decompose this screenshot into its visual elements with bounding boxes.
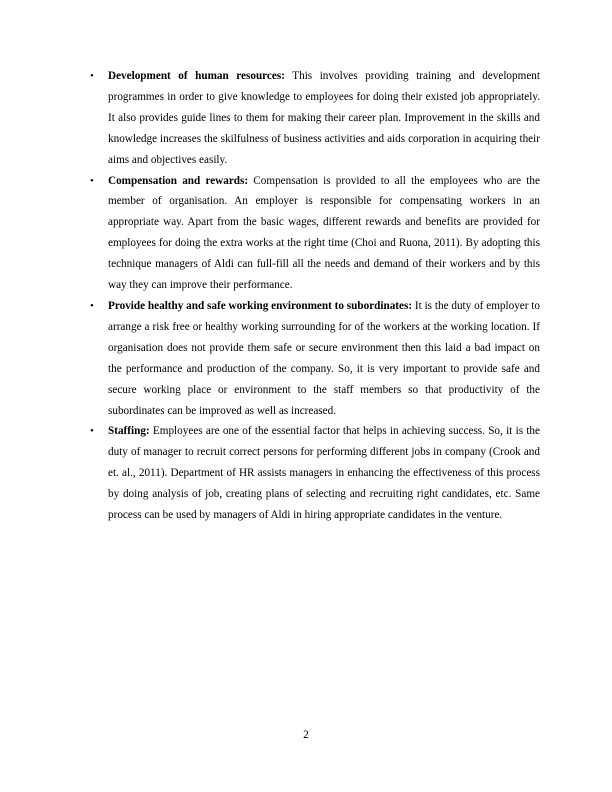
bullet-dot: • <box>90 174 94 187</box>
bullet-text: This involves providing training and development programmes in order to give knowledge to employees for doing their existed job appropriately. It also provides guide lines to them for making their career plan. Improvement in the skills and knowledge increases the skilfulness of business activities and aids corporation in acquiring their aims and objectives easily. <box>108 70 540 166</box>
bullet-dot: • <box>90 425 94 438</box>
bullet-text: Compensation is provided to all the employees who are the member of organisation. An employer is responsible for compensating workers in an appropriate way. Apart from the basic wages, different rewards and benefits are provided for employees for doing the extra works at the right time (Choi and Ruona, 2011). By adopting this technique managers of Aldi can full-fill all the needs and demand of their workers and by this way they can improve their performance. <box>108 174 540 292</box>
bullet-dot: • <box>90 299 94 312</box>
bullet-text: It is the duty of employer to arrange a risk free or healthy working surrounding for of the workers at the working location. If organisation does not provide them safe or secure environment then this laid a bad impact on the performance and production of the company. So, it is very important to provide safe and secure working place or environment to the staff members so that productivity of the subordinates can be improved as well as increased. <box>108 299 541 417</box>
bullet-term: Staffing: <box>108 425 150 438</box>
bullet-term: Development of human resources: <box>108 70 285 82</box>
bullet-dot: • <box>90 70 94 82</box>
bullet-text: Employees are one of the essential factor that helps in achieving success. So, it is the duty of manager to recruit correct persons for performing different jobs in company (Crook and et. al., 2011). Department of HR assists managers in enhancing the effectiveness of this process by doing analysis of job, creating plans of selecting and recruiting right candidates, etc. Same process can be used by managers of Aldi in hiring appropriate candidates in the venture. <box>108 425 540 522</box>
bullet-item-compensation <box>90 171 540 296</box>
page-number: 2 <box>303 729 309 741</box>
bullet-term: Provide healthy and safe working environment to subordinates: <box>108 299 413 312</box>
bullet-term: Compensation and rewards: <box>108 174 249 187</box>
bullet-item-healthy-environment <box>90 296 540 421</box>
bullet-list <box>90 66 540 526</box>
bullet-item-development <box>90 66 540 171</box>
bullet-item-staffing <box>90 421 540 526</box>
